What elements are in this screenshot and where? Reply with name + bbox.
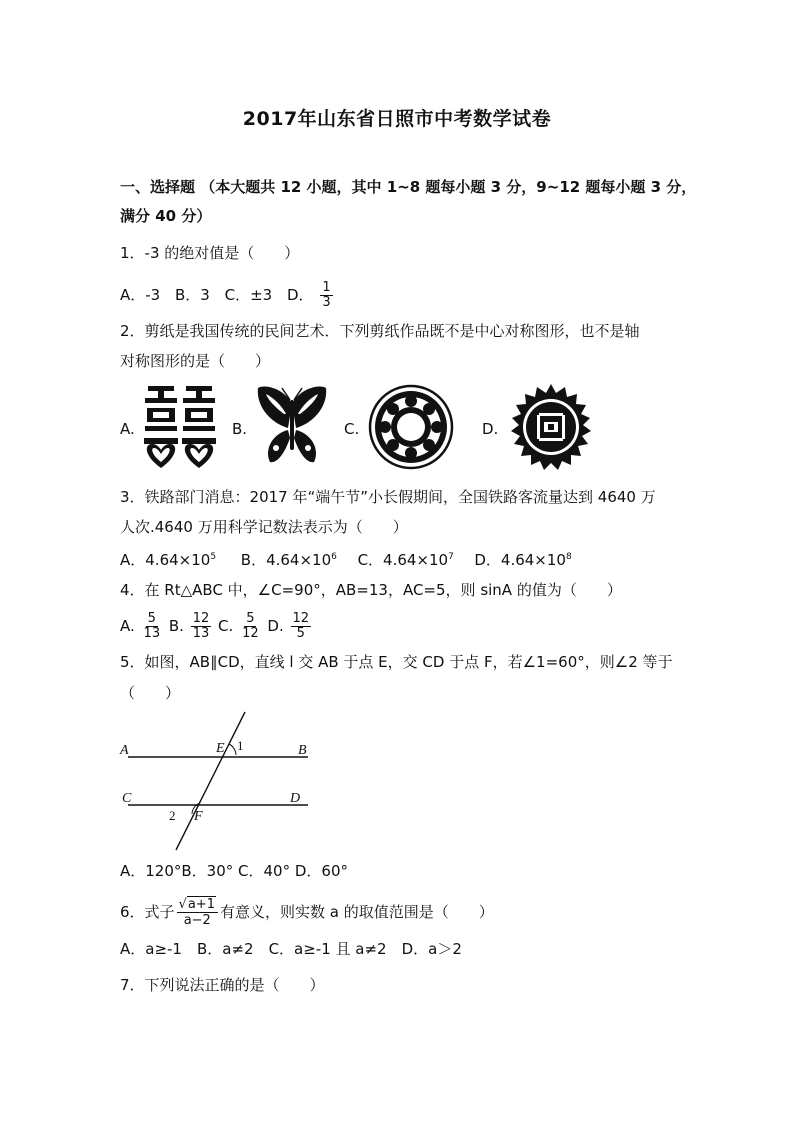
- q6-expr-numerator: a+1: [187, 897, 215, 912]
- angle-1-arc: [229, 744, 236, 755]
- q7-stem: 7．下列说法正确的是（ ）: [120, 976, 325, 994]
- q3-option-b: B．$4.64\times 10^6$: [240, 551, 337, 569]
- q3-option-a: A．$4.64\times 10^5$: [120, 551, 217, 569]
- label-d: D: [290, 791, 301, 806]
- label-b: B: [298, 743, 307, 758]
- q4-option-a-fraction: $\frac{5}{13}$: [143, 611, 161, 641]
- q3-option-d: D．$4.64\times 10^8$: [474, 551, 572, 569]
- label-f: F: [194, 809, 203, 824]
- q2-label-b: B.: [232, 420, 248, 438]
- q3-options: [120, 550, 572, 570]
- q1-d-numerator: 1: [322, 280, 331, 295]
- q1-d-denominator: 3: [322, 295, 331, 310]
- label-e: E: [216, 741, 225, 756]
- q4-stem: 4．在 Rt△ABC 中，∠C=90°，AB=13，AC=5，则 sinA 的值为（ ）: [120, 581, 622, 599]
- q3-stem-line1: 3．铁路部门消息：2017 年“端午节”小长假期间，全国铁路客流量达到 4640 万: [120, 488, 656, 506]
- q3-stem-line2: 人次.4640 万用科学记数法表示为（ ）: [120, 518, 408, 536]
- q6-expr-denominator: a−2: [183, 913, 211, 928]
- q1-option-d-fraction: [320, 281, 332, 310]
- q2-label-a: A.: [120, 420, 135, 438]
- section1-heading-line1: 一、选择题 （本大题共 12 小题，其中 1~8 题每小题 3 分，9~12 题每小题 3 分，: [120, 178, 697, 196]
- q6-stem-prefix: 6．式子: [120, 903, 175, 921]
- q1-stem: 1．-3 的绝对值是（ ）: [120, 244, 300, 262]
- q5-stem-line1: 5．如图，AB∥CD，直线 l 交 AB 于点 E，交 CD 于点 F，若∠1=60°，则∠2 等于: [120, 653, 673, 671]
- q5-stem-line2: （ ）: [120, 684, 181, 702]
- q4-options: [120, 612, 313, 641]
- q5-options: A．120°B．30° C．40° D．60°: [120, 862, 349, 880]
- q4-option-d-fraction: $\frac{12}{5}$: [292, 611, 310, 641]
- q2-label-d: D.: [482, 420, 499, 438]
- double-happiness-papercut-icon: [142, 384, 218, 470]
- butterfly-papercut-icon: [254, 384, 330, 470]
- q4-option-c-prefix: C.: [218, 617, 234, 635]
- q2-stem-line1: 2．剪纸是我国传统的民间艺术．下列剪纸作品既不是中心对称图形，也不是轴: [120, 322, 640, 340]
- q3-option-c: C．$4.64\times 10^7$: [357, 551, 454, 569]
- q1-option-c: C．±3: [224, 286, 273, 304]
- q1-options: [120, 281, 335, 310]
- q6-options: A．a≥-1 B．a≠2 C．a≥-1 且 a≠2 D．a＞2: [120, 940, 462, 958]
- label-c: C: [122, 791, 132, 806]
- sun-papercut-icon: [508, 384, 594, 470]
- parallel-lines-figure: [118, 710, 314, 852]
- section1-heading-line2: 满分 40 分）: [120, 207, 212, 225]
- q4-option-b-prefix: B.: [168, 617, 184, 635]
- q2-stem-line2: 对称图形的是（ ）: [120, 352, 271, 370]
- q2-label-c: C.: [344, 420, 360, 438]
- q1-option-a: A．-3: [120, 286, 161, 304]
- q1-option-b: B．3: [175, 286, 210, 304]
- page-title: 2017年山东省日照市中考数学试卷: [242, 108, 552, 130]
- circular-flower-papercut-icon: [368, 384, 454, 470]
- q4-option-b-fraction: $\frac{12}{13}$: [192, 611, 210, 641]
- q6-stem-suffix: 有意义，则实数 a 的取值范围是（ ）: [219, 903, 494, 921]
- q1-option-d-prefix: D．: [287, 286, 314, 304]
- label-a: A: [120, 743, 129, 758]
- q4-option-d-prefix: D.: [267, 617, 284, 635]
- line-l: [176, 712, 245, 850]
- q4-option-a-prefix: A.: [120, 617, 135, 635]
- q6-stem: [120, 897, 494, 928]
- label-angle-1: 1: [237, 738, 244, 753]
- q2-figures: [120, 384, 680, 474]
- q4-option-c-fraction: $\frac{5}{12}$: [242, 611, 259, 641]
- label-angle-2: 2: [169, 808, 176, 823]
- q6-expression: $\frac{√a+1}{a-2}$: [177, 897, 218, 928]
